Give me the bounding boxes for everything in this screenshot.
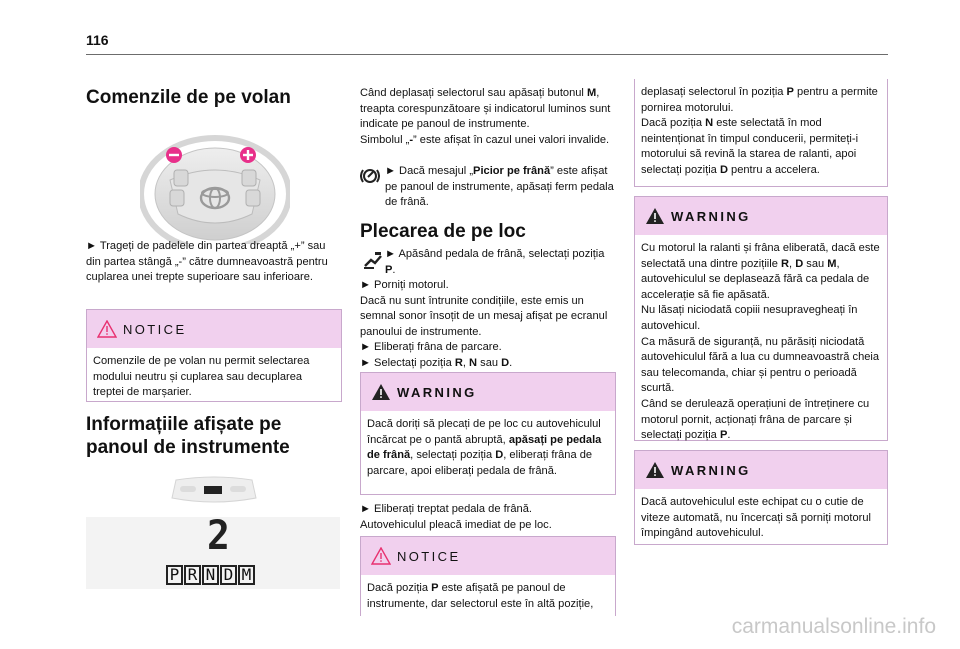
text: Cu motorul la ralanti și frâna eliberată, dacă este selectată una dintre pozițiile [641, 242, 880, 270]
gear-digit: 2 [207, 513, 230, 559]
heading-steering-controls: Comenzile de pe volan [86, 87, 291, 108]
text-bold: D [495, 449, 504, 462]
notice-box-continued [634, 79, 888, 187]
warning-title: WARNING [671, 462, 751, 478]
start-steps [360, 278, 616, 372]
text: . [509, 356, 513, 369]
gear-letter-r: R [184, 565, 201, 585]
warning-icon [645, 207, 665, 225]
notice-box-position [360, 536, 616, 616]
text-bold: R [454, 356, 463, 369]
selector-paragraph [360, 86, 616, 148]
release-brake-paragraph [360, 502, 616, 533]
text: ” este afișat pe panoul de instrumente, apăsați ferm pedala de frână. [385, 165, 614, 209]
text-bold: P [431, 582, 439, 594]
text: sau [477, 356, 502, 369]
warning-box-push-start [634, 450, 888, 545]
notice-box-steering [86, 309, 342, 402]
vehicle-moves-note: Autovehiculul pleacă imediat de pe loc. [360, 518, 552, 531]
instrument-panel-illustration [170, 476, 258, 504]
text: . [392, 263, 396, 276]
foot-pedal-icon [363, 250, 383, 270]
text-bold: P [719, 429, 728, 442]
conditions-note: Dacă nu sunt întrunite condițiile, este emis un semnal sonor însoțit de un mesaj afișat pe ecranul panoului de instrumente. [360, 294, 608, 338]
notice-text [361, 575, 615, 620]
text-bold: N [469, 356, 478, 369]
gear-display [86, 513, 340, 589]
header-divider [86, 54, 888, 55]
notice-continued-text [635, 79, 887, 187]
text-bold: - [409, 133, 414, 146]
page-number: 116 [86, 32, 109, 48]
text-bold: P [786, 86, 794, 98]
release-brake-step: ► Eliberați treptat pedala de frână. [360, 503, 532, 515]
warning-title: WARNING [397, 384, 477, 400]
text: Dacă poziția [641, 117, 706, 130]
text-bold: M [586, 87, 597, 99]
warning-title: WARNING [671, 208, 751, 224]
notice-text: Comenzile de pe volan nu permit selectarea modului neutru și cuplarea sau decuplarea treptei de marșarier. [93, 355, 310, 399]
text-bold: D [719, 163, 728, 176]
text-bold: R [781, 257, 790, 270]
notice-title: NOTICE [123, 321, 187, 337]
steering-wheel-illustration [140, 132, 290, 244]
warning-header [361, 373, 615, 411]
text: sau [803, 257, 828, 270]
warning-box-idle [634, 196, 888, 441]
text: este selectată în mod neintenționat în timpul conducerii, permiteți-i motorului să revină la starea de ralanti, apoi selectați poziția [641, 117, 859, 176]
maintenance-note [641, 397, 881, 444]
gear-letter-m: M [238, 565, 255, 585]
notice-icon [97, 320, 117, 338]
gear-letters [166, 565, 255, 585]
text: Dacă doriți să plecați de pe loc cu autovehiculul încărcat pe o pantă abruptă, [367, 418, 601, 446]
text-bold: D [795, 257, 804, 270]
children-note: Nu lăsați niciodată copiii nesupravegheați în autovehicul. [641, 304, 858, 332]
release-parking-brake-step: ► Eliberați frâna de parcare. [360, 341, 502, 354]
notice-header [87, 310, 341, 348]
text: ► Dacă mesajul „ [385, 165, 474, 177]
warning-text: Dacă autovehiculul este echipat cu o cutie de viteze automată, nu încercați să porniți motorul împingând autovehiculul. [641, 496, 872, 540]
warning-text [635, 235, 887, 452]
text: deplasați selectorul în poziția [641, 86, 787, 98]
text-bold: M [827, 257, 837, 270]
brake-warning-icon [360, 166, 380, 186]
heading-instrument-panel: Informațiile afișate pe panoul de instrumente [86, 414, 290, 458]
paddle-instruction: ► Trageți de padelele din partea dreaptă „+” sau din partea stângă „-” către dumneavoastră pentru cuplarea unei trepte superioare sau inferioare. [86, 240, 328, 284]
text: , autovehiculul se deplasează fără ca pedala de accelerație să fie apăsată. [641, 257, 870, 301]
text-bold: D [501, 356, 510, 369]
text: . [727, 429, 731, 442]
idle-movement-note [641, 241, 881, 303]
text: Dacă poziția [367, 582, 432, 594]
warning-header [635, 197, 887, 235]
text: pentru a permite pornirea motorului. [641, 86, 878, 114]
text: ” este afișat în cazul unei valori invalide. [413, 133, 610, 146]
warning-icon [371, 383, 391, 401]
select-position-step [360, 356, 616, 372]
warning-icon [645, 461, 665, 479]
text-bold: N [705, 117, 714, 130]
warning-text [361, 411, 615, 487]
key-note: Ca măsură de siguranță, nu părăsiți niciodată autovehiculul fără a lua cu dumneavoastră cheia sau telecomanda, chiar și pentru o perioadă scurtă. [641, 335, 880, 395]
warning-box-slope [360, 372, 616, 495]
notice-icon [371, 547, 391, 565]
press-brake-paragraph [385, 247, 616, 278]
text: Simbolul „ [360, 133, 410, 146]
notice-header [361, 537, 615, 575]
text-bold: apăsați pe pedala de frână [367, 433, 602, 462]
text: , [789, 257, 796, 270]
text: , eliberați frâna de parcare, apoi eliberați pedala de frână. [367, 449, 593, 477]
text: ► Selectați poziția [360, 356, 455, 369]
text: Când deplasați selectorul sau apăsați butonul [360, 87, 587, 99]
warning-header [635, 451, 887, 489]
gear-letter-n: N [202, 565, 219, 585]
text-bold: P [385, 263, 393, 276]
text: pentru a accelera. [727, 163, 820, 176]
watermark: carmanualsonline.info [731, 615, 936, 638]
text: , treapta corespunzătoare și indicatorul luminos sunt indicate pe panoul de instrumente. [360, 87, 611, 131]
text: , [462, 356, 470, 369]
notice-title: NOTICE [397, 548, 461, 564]
text: ► Apăsând pedala de frână, selectați poziția [385, 248, 605, 260]
text: este afișată pe panoul de instrumente, dar selectorul este în altă poziție, [367, 582, 594, 610]
start-engine-step: ► Porniți motorul. [360, 279, 449, 291]
text-bold: Picior pe frână [473, 165, 551, 177]
gear-letter-p: P [166, 565, 183, 585]
heading-starting-off: Plecarea de pe loc [360, 221, 526, 242]
text: , selectați poziția [410, 449, 496, 462]
text: Când se derulează operațiuni de întreținere cu motorul pornit, acționați frâna de parcare și selectați poziția [641, 397, 870, 442]
gear-letter-d: D [220, 565, 237, 585]
brake-message-paragraph-a [385, 164, 616, 211]
